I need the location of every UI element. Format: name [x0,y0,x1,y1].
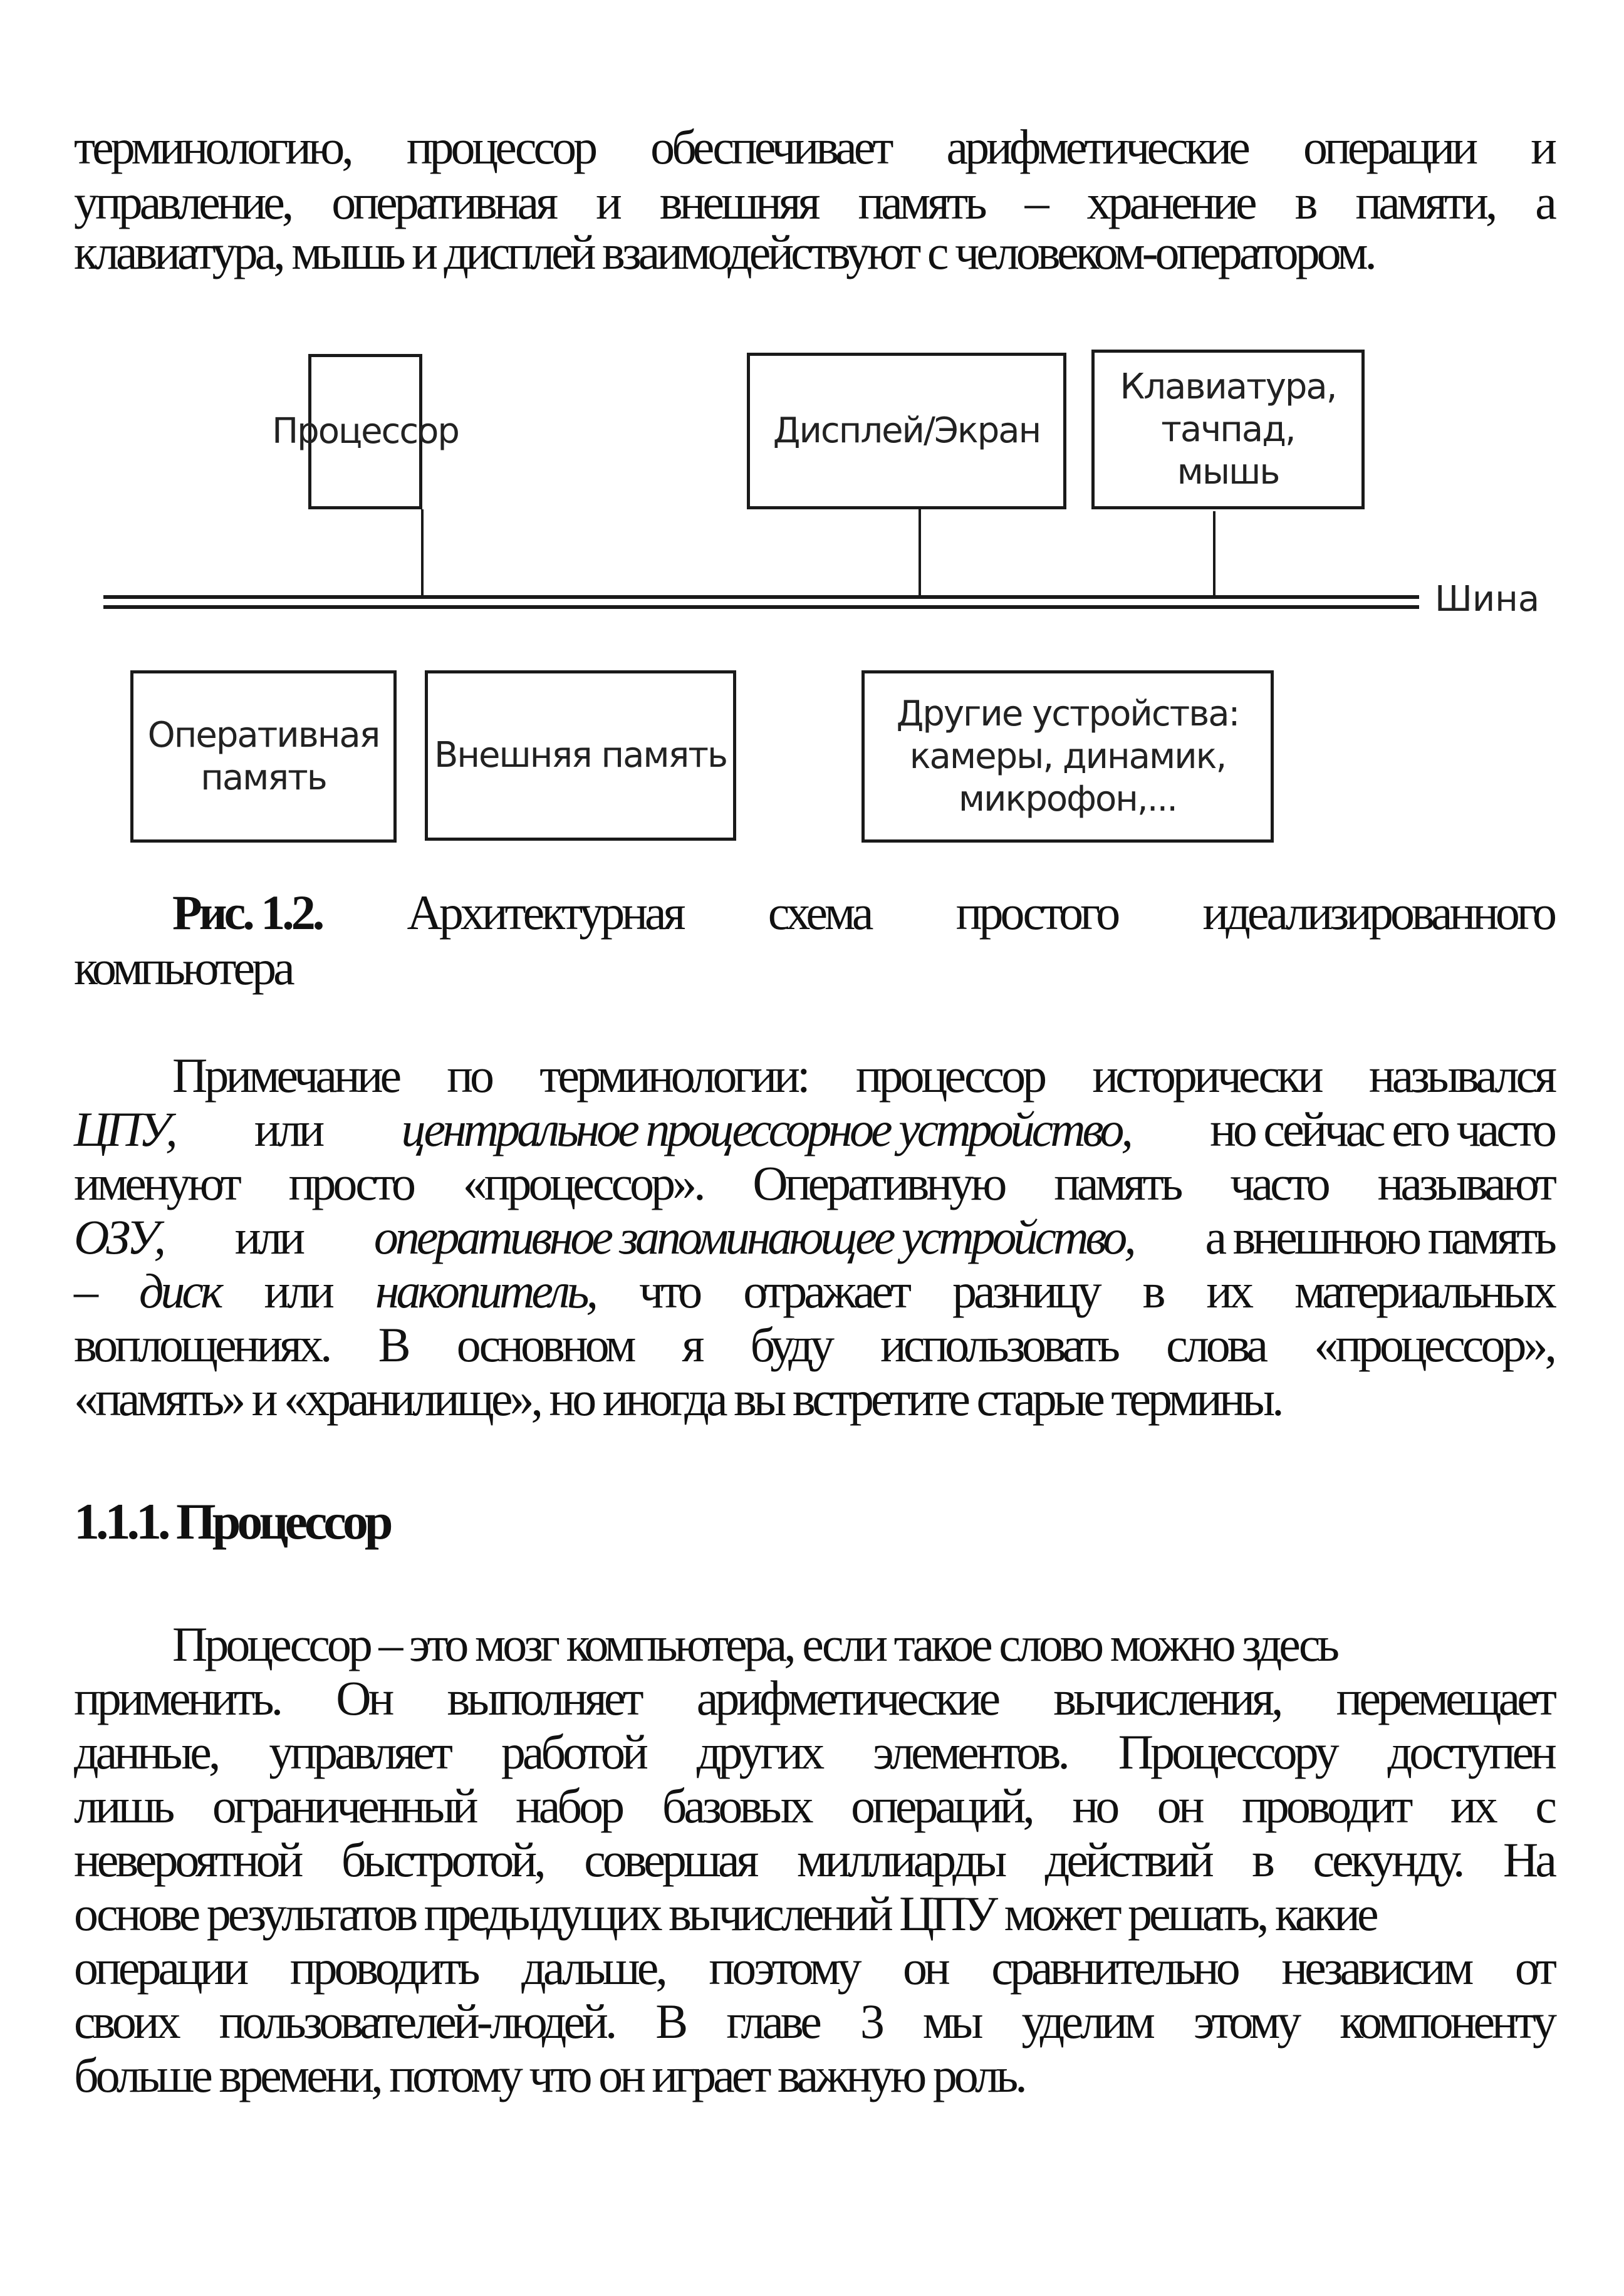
dash: – [74,1264,95,1318]
note-line-6 [74,1317,1554,1373]
box-label: Другие устройства: [896,693,1239,734]
text-line: больше времени, потому что он играет важную роль. [74,2048,1024,2102]
body-line-7 [74,1940,1554,1996]
word: действий [1044,1832,1211,1887]
input-connector [1213,511,1215,598]
note-line-1 [172,1047,1554,1104]
note-line-7 [74,1371,1554,1427]
word: но [1072,1779,1117,1833]
input-devices-box [1091,350,1365,509]
word: терминологии: [539,1048,808,1103]
figure-caption-line-1 [172,885,1554,941]
word: секунду. [1313,1832,1462,1887]
word: слова [1166,1317,1266,1372]
word: «процессор». [462,1156,703,1210]
word: доступен [1387,1725,1554,1779]
word: процессор [855,1048,1044,1103]
word: от [1514,1940,1554,1995]
box-label: память [200,757,326,798]
box-label: камеры, динамик, [909,735,1226,777]
word: совершая [584,1832,756,1887]
word: пользователей-людей. [219,1994,615,2049]
word: воплощениях. [74,1317,330,1372]
word: быстротой, [341,1832,543,1887]
word: я [682,1317,702,1372]
box-label: тачпад, [1161,408,1295,450]
word: операции [1303,120,1476,174]
body-line-3 [74,1724,1554,1780]
word: материальных [1294,1264,1554,1318]
word: исторически [1092,1048,1321,1103]
body-line-2 [74,1670,1554,1727]
word: базовых [662,1779,811,1833]
word: независим [1281,1940,1471,1995]
word: идеализированного [1202,885,1554,940]
other-devices-box [861,670,1274,843]
word: по [447,1048,492,1103]
word: часто [1230,1156,1328,1210]
word: их [1450,1779,1495,1833]
body-line-6 [74,1886,1554,1942]
word: простого [955,885,1118,940]
word: Процессору [1118,1725,1336,1779]
display-connector [919,509,921,598]
body-line-5 [74,1832,1554,1888]
word: В [655,1994,685,2049]
word: с [1535,1779,1554,1833]
word: проводить [289,1940,477,1995]
word: Он [336,1671,392,1725]
word: буду [750,1317,831,1372]
word: Примечание [172,1048,399,1103]
word: внешняя [659,175,818,229]
word: работой [501,1725,645,1779]
bus-line-bottom [103,605,1419,609]
word: в [1252,1832,1273,1887]
word: проводит [1242,1779,1410,1833]
word: обеспечивает [650,120,891,174]
term-italic: диск [138,1264,221,1318]
word: схема [768,885,871,940]
word: мы [922,1994,981,2049]
word: разницу [952,1264,1099,1318]
box-label: Внешняя память [434,735,727,776]
word: а [1535,175,1554,229]
text-line: Процессор – это мозг компьютера, если такое слово можно здесь [172,1617,1337,1671]
box-label: Клавиатура, [1120,366,1336,407]
word: этому [1193,1994,1299,2049]
word: использовать [880,1317,1118,1372]
word: процессор [406,120,595,174]
word: отражает [743,1264,909,1318]
note-line-4 [74,1209,1554,1265]
word: операций, [851,1779,1032,1833]
bus-line-top [103,595,1419,599]
word: управление, [74,175,291,229]
word: хранение [1086,175,1254,229]
figure-number: Рис. 1.2. [172,885,322,940]
word: На [1503,1832,1554,1887]
body-line-8 [74,1993,1554,2050]
box-label: мышь [1177,451,1279,492]
word: памяти, [1355,175,1495,229]
word: управляет [269,1725,450,1779]
term-italic: ЦПУ, [74,1102,175,1156]
body-line-1 [172,1616,1554,1673]
intro-line-2 [74,174,1554,231]
word: применить. [74,1671,281,1725]
word: в [1294,175,1315,229]
word: дальше, [521,1940,665,1995]
word: главе [726,1994,819,2049]
word: лишь [74,1779,172,1833]
intro-line-1 [74,119,1554,175]
ram-box [130,670,397,843]
word: ограниченный [212,1779,476,1833]
note-line-2 [74,1101,1554,1158]
word: Оперативную [752,1156,1004,1210]
text-line: «память» и «хранилище», но иногда вы встретите старые термины. [74,1371,1281,1426]
word: выполняет [447,1671,641,1725]
intro-line-3 [74,224,1554,281]
word: в [1142,1264,1163,1318]
body-line-4 [74,1778,1554,1834]
word: компоненту [1340,1994,1554,2049]
text-line: основе результатов предыдущих вычислений ЦПУ может решать, какие [74,1886,1376,1941]
word: или [234,1210,303,1264]
word: что [638,1264,700,1318]
box-label: Процессор [272,411,459,452]
word: сравнительно [991,1940,1237,1995]
caption-text: компьютера [74,940,292,995]
box-label: Дисплей/Экран [773,410,1041,451]
word: терминологию, [74,120,351,174]
word: миллиарды [796,1832,1004,1887]
word: операции [74,1940,246,1995]
word: и [596,175,619,229]
word: или [264,1264,331,1318]
word: – [1024,175,1046,229]
word: невероятной [74,1832,301,1887]
word: вычисления, [1053,1671,1281,1725]
word: 3 [860,1994,882,2049]
word: данные, [74,1725,218,1779]
word: он [903,1940,947,1995]
word: поэтому [709,1940,859,1995]
word: называют [1377,1156,1554,1210]
note-line-5 [74,1263,1554,1319]
storage-box [425,670,736,841]
body-line-9 [74,2047,1554,2104]
text: но сейчас его часто [1210,1102,1554,1156]
word: набор [516,1779,622,1833]
word: и [1531,120,1554,174]
term-italic: оперативное запоминающее устройство, [373,1210,1133,1264]
word: или [254,1102,322,1156]
word: оперативная [331,175,556,229]
box-label: Оперативная [147,714,380,756]
word: их [1206,1264,1251,1318]
word: именуют [74,1156,239,1210]
word: уделим [1021,1994,1152,2049]
term-italic: накопитель, [375,1264,596,1318]
processor-box [272,354,459,509]
word: память [858,175,984,229]
word: он [1157,1779,1202,1833]
word: элементов. [873,1725,1067,1779]
word: своих [74,1994,178,2049]
word: арифметические [946,120,1247,174]
word: Архитектурная [407,885,683,940]
section-heading: 1.1.1. Процессор [74,1493,390,1550]
word: В [378,1317,408,1372]
word: других [696,1725,822,1779]
bus-label: Шина [1435,579,1540,620]
word: память [1054,1156,1180,1210]
word: «процессор», [1314,1317,1554,1372]
note-line-3 [74,1155,1554,1212]
word: просто [288,1156,413,1210]
box-label: микрофон,... [958,778,1177,819]
word: арифметические [696,1671,998,1725]
text: а внешнюю память [1205,1210,1554,1264]
term-italic: центральное процессорное устройство, [401,1102,1130,1156]
figure-caption-line-2 [74,940,1554,996]
term-italic: ОЗУ, [74,1210,163,1264]
text-line: клавиатура, мышь и дисплей взаимодействуют с человеком-оператором. [74,225,1374,279]
word: перемещает [1336,1671,1554,1725]
display-box [747,353,1066,509]
word: назывался [1368,1048,1554,1103]
word: основном [456,1317,633,1372]
processor-connector [421,509,424,598]
